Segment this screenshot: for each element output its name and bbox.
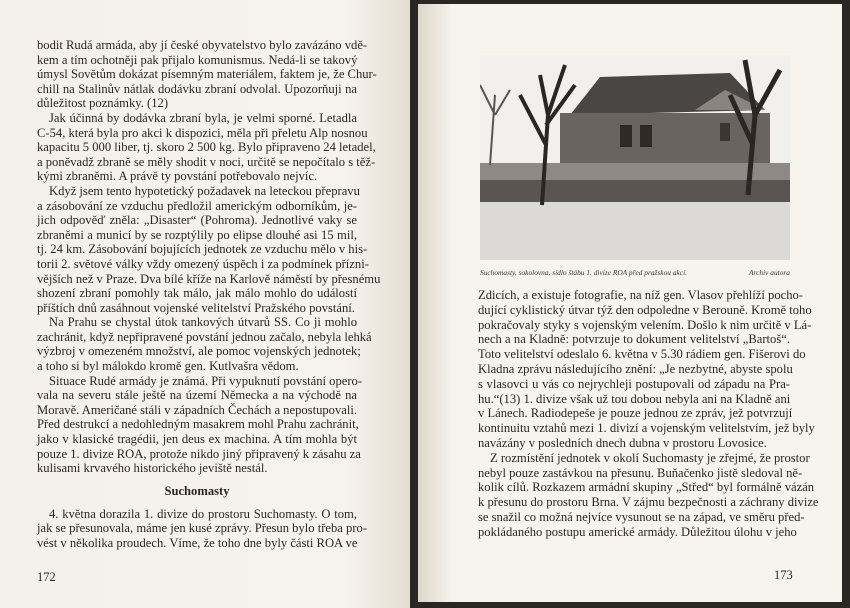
text-line: Kladna zprávu následujícího znění: „Je nezbytné, abyste spolu xyxy=(478,361,793,376)
photo-caption: Suchomasty, sokolovna, sídlo štábu 1. divize ROA před pražskou akcí. xyxy=(480,268,687,277)
text-line: důležitost poznámky. (12) xyxy=(37,96,169,111)
photo-sokolovna xyxy=(480,55,790,260)
text-line: pouze 1. divize ROA, protože nikdo jiný připravený k zásahu za xyxy=(37,446,361,461)
text-line: pokračovaly styky s vojenským velením. Došlo k nim určitě v Lá- xyxy=(478,317,812,332)
text-line: nech a na Kladně: potvrzuje to dokument velitelství „Bartoš“. xyxy=(478,332,790,347)
text-line: jako v klasické tragédii, jen deus ex machina. A tím mohla být xyxy=(37,432,357,447)
paragraph xyxy=(37,315,372,374)
text-line: zachránit, když nepřipravené povstání jednou začalo, nebyla lehká xyxy=(37,329,372,344)
text-line: Na Prahu se chystal útok tankových útvarů SS. Co ji mohlo xyxy=(49,315,357,330)
text-line: jich odpověď zněla: „Disaster“ (Pohroma). Jednotlivé vaky se xyxy=(37,213,357,228)
text-line: Když jsem tento hypotetický požadavek na leteckou přepravu xyxy=(49,183,360,198)
text-line: kými zbraněmi. A právě ty povstání potřebovalo nejvíc. xyxy=(37,169,318,184)
right-page xyxy=(418,4,842,602)
text-line: dující cyklistický útvar týž den odpoledne v Berouně. Kromě toho xyxy=(478,302,812,317)
text-line: bodit Rudá armáda, aby jí české obyvatelstvo bylo zavázáno vdě- xyxy=(37,38,368,52)
text-line: úmysl Sovětům dokázat písemným materiálem, faktem je, že Chur- xyxy=(37,67,377,82)
text-line: Situace Rudé armády je známá. Při vypuknutí povstání opero- xyxy=(49,373,363,388)
photo-credit: Archiv autora xyxy=(749,268,790,277)
paragraph xyxy=(37,110,376,184)
text-line: chill na Stalinův nátlak dodávku zbraní odvolal. Upozorňuji na xyxy=(37,81,357,96)
left-page-body xyxy=(37,38,381,551)
text-line: kem a tím ochotněji pak přijalo komunismus. Nedá-li se takový xyxy=(37,52,358,67)
text-line: vést v několika proudech. Víme, že toho dne byly části ROA ve xyxy=(37,536,358,550)
text-line: příštích dnů zasáhnout vojenské velitelství Pražského povstání. xyxy=(37,300,355,315)
text-line: kontinuitu vztahů mezi 1. divizí a vojenským velitelstvím, jež byly xyxy=(478,421,815,436)
text-line: Zdicích, a existuje fotografie, na níž gen. Vlasov přehlíží pocho- xyxy=(478,288,803,302)
text-line: vějších než v Praze. Dva bílé kříže na Karlově náměstí by přesnému xyxy=(37,271,381,286)
text-line: C-54, která byla pro akci k dispozici, měla při přeletu Alp nosnou xyxy=(37,125,368,140)
text-line: Jak účinná by dodávka zbraní byla, je velmi sporné. Letadla xyxy=(49,110,357,125)
paragraph xyxy=(37,506,368,551)
text-line: jak se přesunovala, máme jen kusé zprávy. Přesun bylo třeba pro- xyxy=(37,521,368,536)
text-line: s vlasovci u vás co nejrychleji postupovali od západu na Pra- xyxy=(478,376,790,391)
text-line: vala na severu stále ještě na území Německa a na východě na xyxy=(37,388,357,403)
text-line: nebyl pouze zastávkou na přesunu. Buňačenko jistě sledoval ně- xyxy=(478,465,803,480)
page-number-left: 172 xyxy=(37,570,56,584)
text-line: pokládaného postupu americké armády. Důležitou úlohu v jeho xyxy=(478,524,797,539)
paragraph xyxy=(37,373,363,476)
text-line: a toho si byl málokdo kromě gen. Kutlvašra vědom. xyxy=(37,359,299,374)
text-line: torii 2. světové války vždy omezený úspěch i za podmínek přízni- xyxy=(37,256,369,271)
text-line: Moravě. Američané stáli v západních Čechách a nepostupovali. xyxy=(37,402,357,417)
text-line: 4. května dorazila 1. divize do prostoru Suchomasty. O tom, xyxy=(49,506,357,521)
paragraph xyxy=(37,38,377,111)
text-line: zbraněmi a municí by se rozptýlily po elipse dlouhé asi 15 mil, xyxy=(37,227,357,242)
text-line: navázány v posledních dnech dubna v prostoru Lovosice. xyxy=(478,435,767,450)
left-page xyxy=(0,0,410,608)
text-line: v Lánech. Radiodepeše je pouze jednou ze zpráv, jež potvrzují xyxy=(478,406,793,421)
text-line: Z rozmístění jednotek v okolí Suchomasty je zřejmé, že prostor xyxy=(490,450,810,465)
text-line: tj. 24 km. Zásobování bojujících jednotek ze vzduchu mělo v his- xyxy=(37,242,368,257)
text-line: výzbroj v omezeném množství, ale pomoc vojenských jednotek; xyxy=(37,344,361,359)
text-line: se snažil co možná nejvíce vysunout se na západ, ve směru před- xyxy=(478,509,805,524)
text-line: shození zbraní pomohly tak málo, jak málo mohlo do událostí xyxy=(37,286,357,301)
photo-caption-row xyxy=(480,268,790,278)
text-line: kolik cílů. Rozkazem armádní skupiny „Střed“ byl formálně vázán xyxy=(478,480,815,495)
text-line: Toto velitelství odeslalo 6. května v 5.30 rádiem gen. Fišerovi do xyxy=(478,347,806,362)
paragraph xyxy=(478,450,819,540)
right-page-body xyxy=(478,288,819,540)
text-line: hu.“(13) 1. divize však už tou dobou nebyla ani na Kladně ani xyxy=(478,391,791,406)
text-line: k přesunu do prostoru Brna. V zájmu bezpečnosti a záchrany divize xyxy=(478,495,819,510)
text-line: kapacitu 5 000 liber, tj. skoro 2 500 kg. Bylo připraveno 24 letadel, xyxy=(37,140,376,155)
text-line: a poněvadž zbraně se měly shodit v noci, určitě se nepočítalo s těž- xyxy=(37,154,376,169)
paragraph xyxy=(478,288,815,451)
section-heading: Suchomasty xyxy=(164,483,230,498)
paragraph xyxy=(37,183,381,315)
text-line: kulisami krvavého historického jeviště nestál. xyxy=(37,461,268,476)
page-number-right: 173 xyxy=(774,568,793,582)
text-line: Před destrukcí a nedohledným masakrem mohl Prahu zachránit, xyxy=(37,417,359,432)
text-line: a zásobování ze vzduchu předložil americkým odborníkům, je- xyxy=(37,198,357,213)
